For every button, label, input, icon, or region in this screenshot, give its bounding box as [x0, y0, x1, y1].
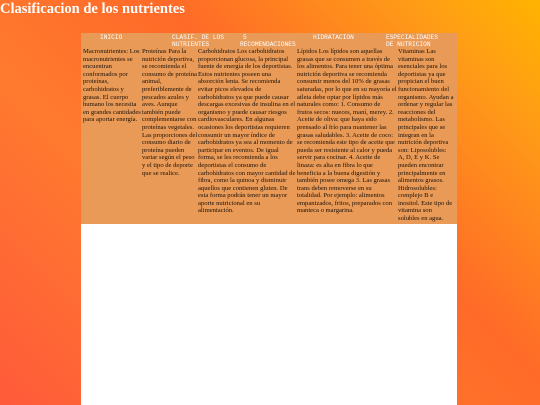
nav-tabs	[81, 35, 457, 49]
page-title: Clasificacion de los nutrientes	[0, 1, 185, 17]
content-panel	[81, 33, 457, 405]
nutrients-table	[81, 33, 457, 224]
tab-label-line: NUTRIENTES	[172, 40, 210, 48]
tab-label-line: RECOMENDACIONES	[240, 40, 296, 48]
tab-especialidades[interactable]	[386, 35, 438, 48]
tab-inicio[interactable]	[100, 35, 122, 42]
tab-clasif-nutrientes[interactable]	[172, 35, 224, 48]
tab-label-line: CLASIF. DE LOS	[172, 34, 224, 41]
tab-label-line: 5	[243, 34, 247, 41]
tab-label-line: DE NUTRICION	[386, 40, 431, 48]
nutrient-columns	[81, 48, 457, 224]
column-vitaminas: Vitaminas Las vitaminas son esenciales para los deportistas ya que propician el buen funcionamiento del organismo. Ayudan a ordenar y regular las reacciones del metabolismo. Las principales que se integran en la nutrición deportiva son: Liposolubles: A, D, E y K. Se pueden encontrar principalmente en alimentos grasos. Hidrosolubles: complejo B e inositol. Este tipo de vitamina son solubles en agua.	[398, 48, 454, 223]
tab-label-line: HIDRATACION	[313, 34, 354, 41]
column-macronutrientes: Macronutrientes: Los macronutrientes se encuentran conformados por proteínas, carbohidratos y grasas. El cuerpo humano los necesita en grandes cantidades para aportar energía.	[83, 48, 141, 124]
tab-label-line: ESPECIALIDADES	[386, 34, 438, 41]
tab-label-line: INICIO	[100, 34, 123, 41]
column-carbohidratos: Carbohidratos Los carbohidratos proporcionan glucosa, la principal fuente de energía de los deportistas. Estos nutrientes poseen una absorción lenta. Se recomienda evitar picos elevados de carbohidratos ya que puede causar descargas excesivas de insulina en el organismo y puede causar riesgos cardiovasculares. En algunas ocasiones los deportistas requieren consumir un mayor índice de carbohidratos ya sea al momento de participar en eventos. De igual forma, se les recomienda a los deportistas el consumo de carbohidratos con mayor cantidad de fibra, como la quinoa y disminuir aquellos que contienen gluten. De esta forma podrán tener un mayor aporte nutricional en su alimentación.	[198, 48, 296, 215]
column-proteinas: Proteínas Para la nutrición deportiva, se recomienda el consumo de proteína animal, preferiblemente de pescados azules y aves. Aunque también puede complementarse con proteínas vegetales. Las proporciones del consumo diario de proteína pueden variar según el peso y el tipo de deporte que se realice.	[142, 48, 198, 177]
tab-recomendaciones[interactable]	[242, 35, 296, 48]
column-lipidos: Lípidos Los lípidos son aquellas grasas que se consumen a través de los alimentos. Para tener una óptima nutrición deportiva se recomienda consumir menos del 10% de grasas saturadas, por lo que en su mayoría el atleta debe optar por lípidos más naturales como: 1. Consumo de frutos secos: nueces, maní, merey. 2. Aceite de oliva: que haya sido prensado al frío para mantener las grasas saludables. 3. Aceite de coco: se recomienda este tipo de aceite que pueda ser resistente al calor y pueda servir para cocinar. 4. Aceite de linaza: es alta en fibra lo que beneficia a la buena digestión y también posee omega 3. Las grasas trans deben removerse en su totalidad. Por ejemplo: alimentos empanizados, fritos, preparados con manteca o margarina.	[297, 48, 397, 215]
tab-hidratacion[interactable]	[313, 35, 354, 42]
